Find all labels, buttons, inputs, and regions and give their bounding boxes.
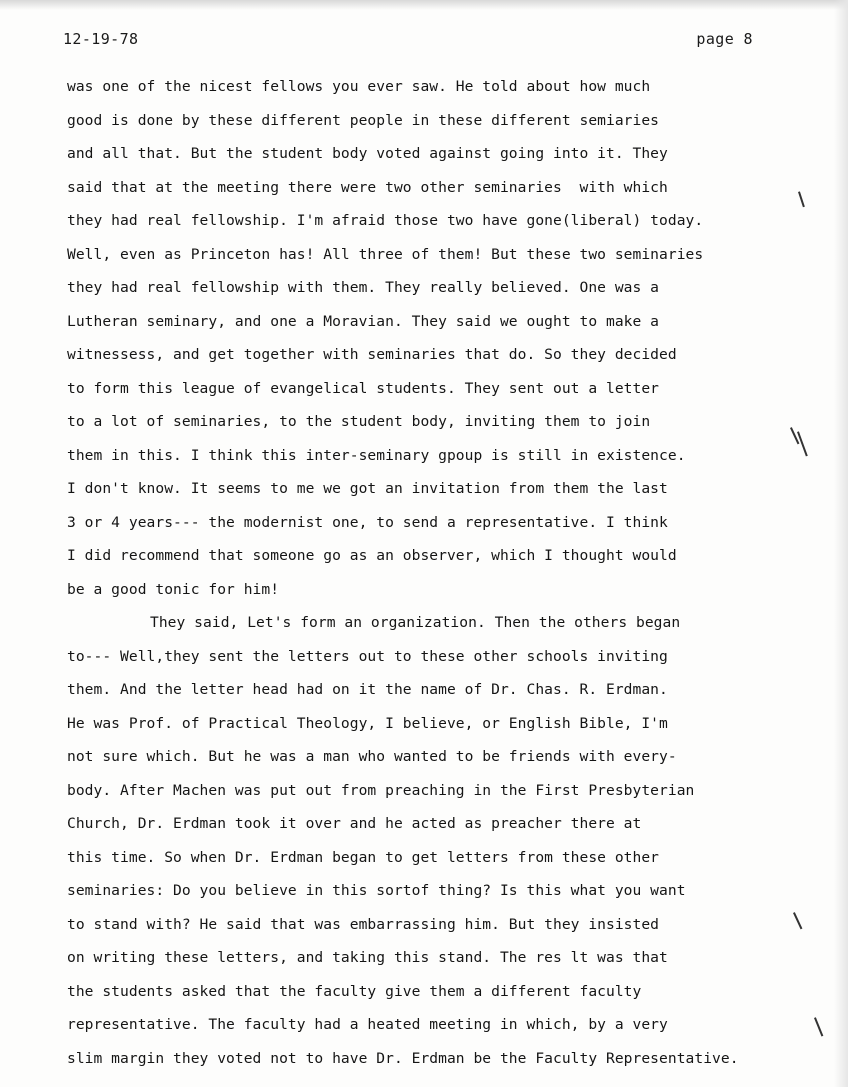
page-header: [63, 30, 753, 52]
text-line: seminaries: Do you believe in this sortof thing? Is this what you want: [67, 882, 686, 899]
text-line: representative. The faculty had a heated meeting in which, by a very: [67, 1016, 668, 1033]
header-date: 12-19-78: [63, 30, 139, 48]
text-line: to form this league of evangelical students. They sent out a letter: [67, 379, 660, 397]
scan-top-edge: [0, 0, 848, 10]
paragraph: [67, 606, 842, 1075]
text-line: the students asked that the faculty give them a different faculty: [67, 982, 642, 1000]
text-line: body. After Machen was put out from preaching in the First Presbyterian: [67, 781, 695, 799]
text-line: witnessess, and get together with seminaries that do. So they decided: [67, 346, 677, 363]
text-line: 3 or 4 years--- the modernist one, to send a representative. I think: [67, 513, 668, 531]
text-line: good is done by these different people in these different semiaries: [67, 111, 660, 129]
paragraph: [67, 70, 842, 606]
document-body: [67, 70, 842, 1075]
text-line: They said, Let's form an organization. Then the others began: [150, 614, 681, 631]
text-line: them in this. I think this inter-seminary gpoup is still in existence.: [67, 446, 686, 464]
text-line: they had real fellowship. I'm afraid those two have gone(liberal) today.: [67, 212, 704, 229]
text-line: be a good tonic for him!: [67, 580, 280, 598]
text-line: this time. So when Dr. Erdman began to get letters from these other: [67, 848, 660, 866]
text-line: to stand with? He said that was embarrassing him. But they insisted: [67, 915, 660, 933]
text-line: and all that. But the student body voted against going into it. They: [67, 145, 668, 162]
text-line: on writing these letters, and taking this stand. The res lt was that: [67, 949, 668, 966]
text-line: was one of the nicest fellows you ever saw. He told about how much: [67, 78, 651, 95]
text-line: Lutheran seminary, and one a Moravian. They said we ought to make a: [67, 312, 660, 330]
text-line: He was Prof. of Practical Theology, I believe, or English Bible, I'm: [67, 714, 668, 732]
text-line: I did recommend that someone go as an observer, which I thought would: [67, 547, 677, 564]
text-line: them. And the letter head had on it the name of Dr. Chas. R. Erdman.: [67, 681, 668, 698]
text-line: not sure which. But he was a man who wanted to be friends with every-: [67, 748, 677, 765]
text-line: Well, even as Princeton has! All three of them! But these two seminaries: [67, 245, 704, 263]
text-line: to--- Well,they sent the letters out to these other schools inviting: [67, 647, 668, 665]
text-line: slim margin they voted not to have Dr. Erdman be the Faculty Representative.: [67, 1049, 739, 1067]
text-line: to a lot of seminaries, to the student body, inviting them to join: [67, 413, 651, 430]
header-page-number: page 8: [696, 30, 753, 48]
text-line: said that at the meeting there were two other seminaries with which: [67, 178, 668, 196]
text-line: Church, Dr. Erdman took it over and he acted as preacher there at: [67, 815, 642, 832]
text-line: I don't know. It seems to me we got an invitation from them the last: [67, 480, 668, 497]
text-line: they had real fellowship with them. They really believed. One was a: [67, 279, 660, 296]
